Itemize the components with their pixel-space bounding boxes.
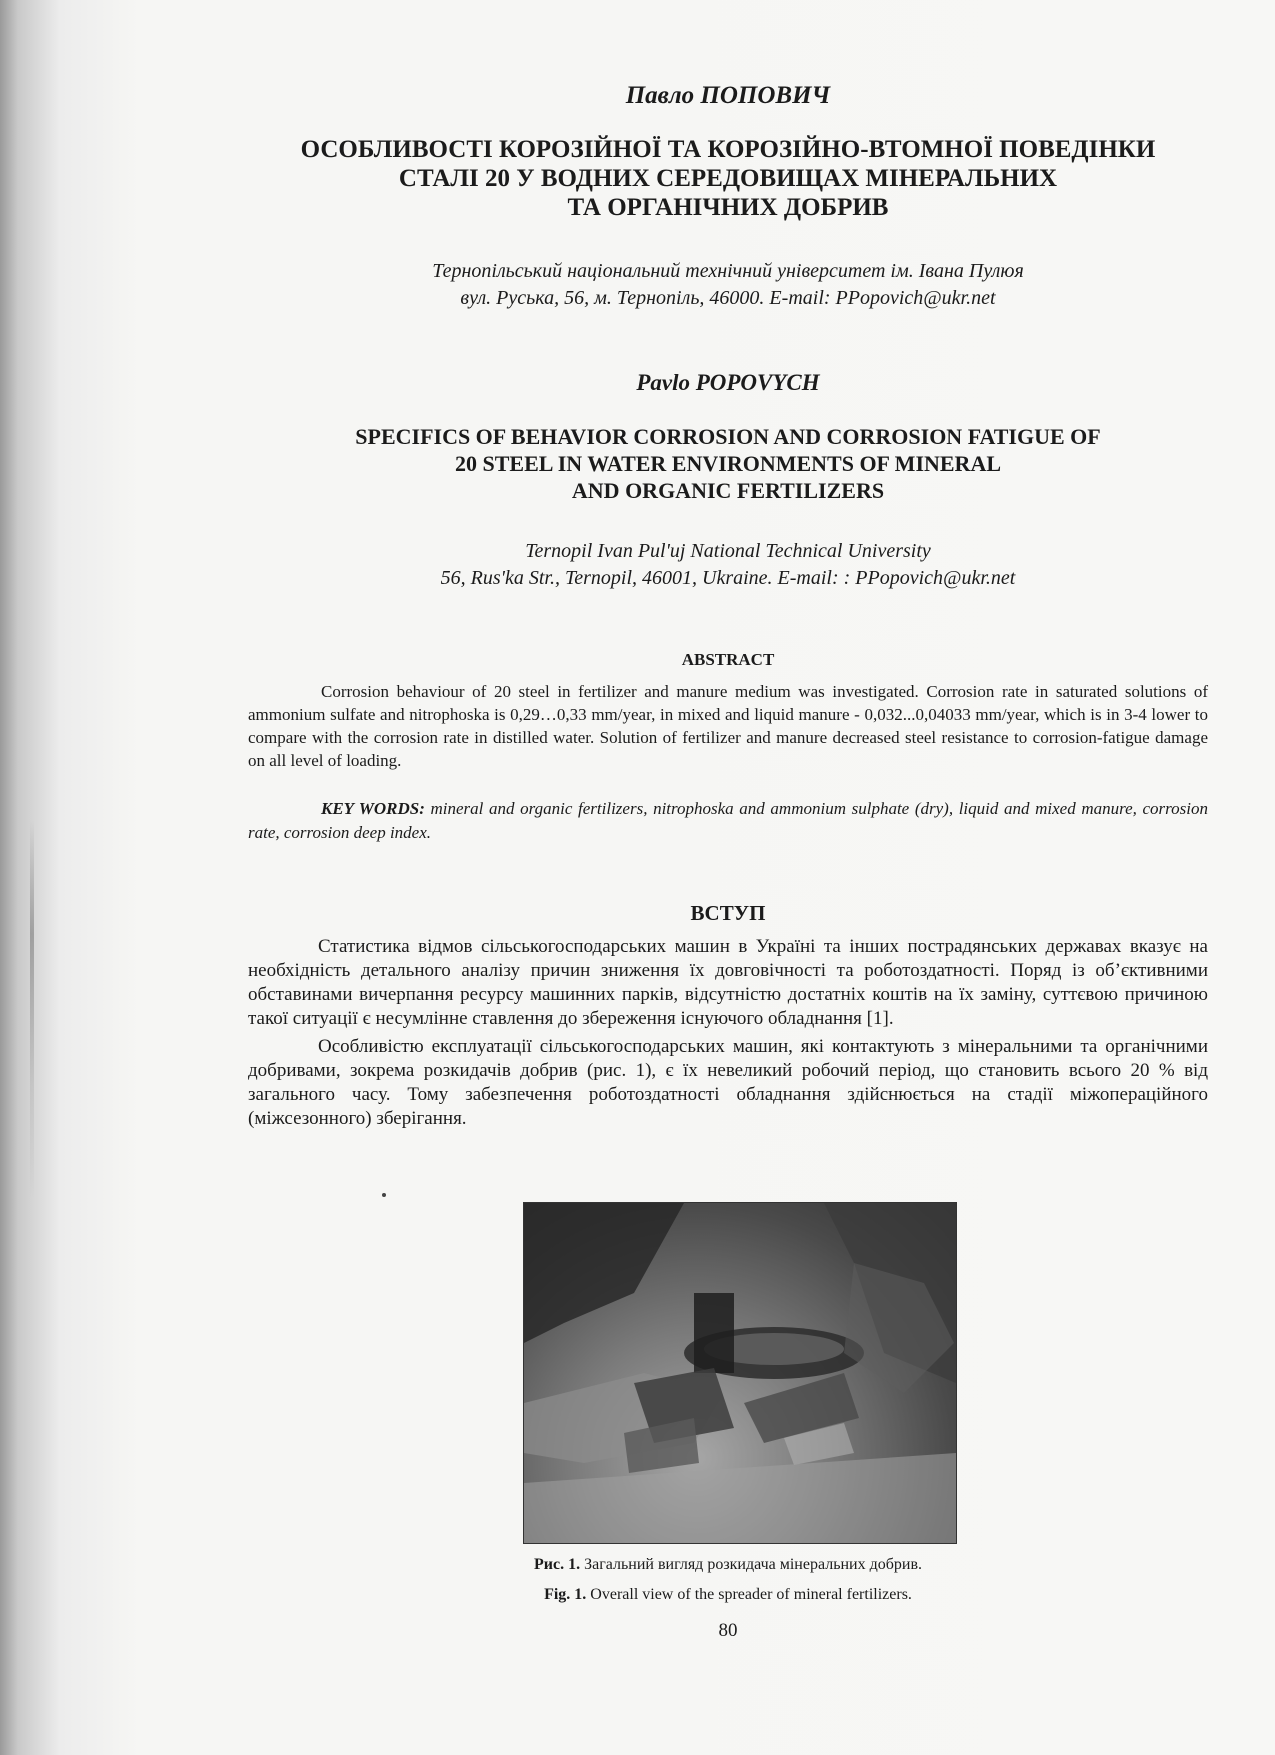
figure-caption-ua-label: Рис. 1. xyxy=(533,1556,581,1573)
author-ua: Павло ПОПОВИЧ xyxy=(625,82,831,109)
title-ua-line: СТАЛІ 20 У ВОДНИХ СЕРЕДОВИЩАХ МІНЕРАЛЬНИХ xyxy=(398,165,1058,192)
intro-text xyxy=(248,935,1208,1135)
keywords-text: mineral and organic fertilizers, nitrophoska and ammonium sulphate (dry), liquid and mixed manure, corrosion rate, corrosion deep index. xyxy=(248,799,1209,842)
scan-speck xyxy=(382,1193,386,1197)
author-en: Pavlo POPOVYCH xyxy=(636,370,820,395)
title-ua-line: ТА ОРГАНІЧНИХ ДОБРИВ xyxy=(567,194,889,221)
title-ua-line: ОСОБЛИВОСТІ КОРОЗІЙНОЇ ТА КОРОЗІЙНО-ВТОМНОЇ ПОВЕДІНКИ xyxy=(300,136,1156,163)
figure-caption-ua-text: Загальний вигляд розкидача мінеральних добрив. xyxy=(584,1556,923,1573)
figure-caption-en-label: Fig. 1. xyxy=(544,1586,587,1603)
affiliation-en-line: Ternopil Ivan Pul'uj National Technical University xyxy=(525,540,931,562)
section-heading: ВСТУП xyxy=(690,901,766,925)
page-number: 80 xyxy=(718,1620,738,1641)
keywords xyxy=(248,797,1208,845)
title-ua xyxy=(248,135,1208,222)
title-en xyxy=(248,423,1208,504)
title-en-line: 20 STEEL IN WATER ENVIRONMENTS OF MINERAL xyxy=(454,451,1002,476)
spreader-photo-illustration xyxy=(524,1203,956,1543)
figure-caption-en xyxy=(248,1586,1208,1604)
figure-caption-en-text: Overall view of the spreader of mineral fertilizers. xyxy=(590,1586,912,1603)
paragraph: Статистика відмов сільськогосподарських машин в Україні та інших пострадянських державах вказує на необхідність детального аналізу причин зниження їх довговічності та роботоздатності. Поряд із об’єктивними обставинами вичерпання ресурсу машинних парків, відсутністю достатніх коштів на їх заміну, суттєвою причиною такої ситуації є несумлінне ставлення до збереження існуючого обладнання [1]. xyxy=(248,936,1208,1029)
affiliation-en xyxy=(248,538,1208,592)
title-en-line: SPECIFICS OF BEHAVIOR CORROSION AND CORROSION FATIGUE OF xyxy=(355,424,1101,449)
abstract-text: Corrosion behaviour of 20 steel in fertilizer and manure medium was investigated. Corrosion rate in saturated solutions of ammonium sulfate and nitrophoska is 0,29…0,33 mm/year, in mixed and liquid manure - 0,032...0,04033 mm/year, which is in 3-4 lower to compare with the corrosion rate in distilled water. Solution of fertilizer and manure decreased steel resistance to corrosion-fatigue damage on all level of loading. xyxy=(248,682,1208,770)
title-en-line: AND ORGANIC FERTILIZERS xyxy=(571,478,885,503)
keywords-label: KEY WORDS: xyxy=(321,799,425,818)
paragraph: Особливістю експлуатації сільськогосподарських машин, які контактують з мінеральними та органічними добривами, зокрема розкидачів добрив (рис. 1), є їх невеликий робочий період, що становить всього 20 % від загального часу. Тому забезпечення роботоздатності обладнання здійснюється на стадії міжопераційного (міжсезонного) зберігання. xyxy=(248,1036,1208,1129)
figure-caption-ua xyxy=(248,1556,1208,1574)
affiliation-ua-line: Тернопільський національний технічний університет ім. Івана Пулюя xyxy=(432,260,1024,282)
affiliation-en-line: 56, Rus'ka Str., Ternopil, 46001, Ukraine. E-mail: : PPopovich@ukr.net xyxy=(440,567,1016,589)
affiliation-ua xyxy=(248,258,1208,312)
affiliation-ua-line: вул. Руська, 56, м. Тернопіль, 46000. E-mail: PPopovich@ukr.net xyxy=(460,287,996,309)
scan-shadow xyxy=(30,820,34,1200)
figure-photo xyxy=(523,1202,957,1544)
abstract-heading: ABSTRACT xyxy=(681,650,775,669)
